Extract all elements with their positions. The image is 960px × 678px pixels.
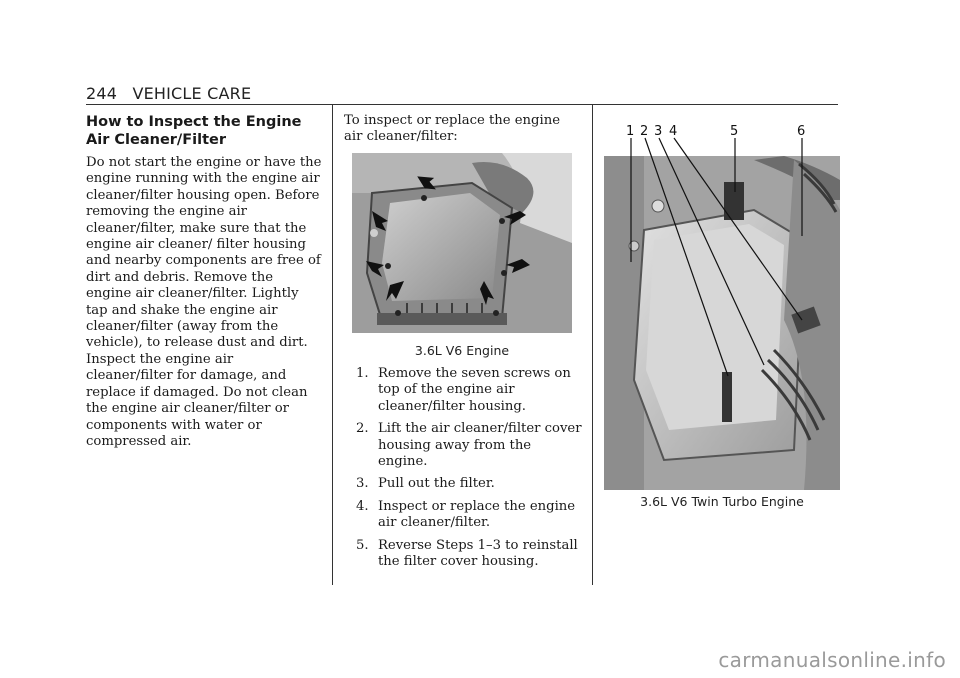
v6-engine-figure	[352, 153, 572, 333]
step-item: 3. Pull out the filter.	[356, 476, 495, 492]
steps-list	[356, 366, 582, 570]
step-item: 1. Remove the seven screws on top of the engine air cleaner/filter housing.	[356, 366, 571, 414]
header-rule	[86, 104, 838, 105]
step-item: 2. Lift the air cleaner/filter cover housing away from the engine.	[356, 421, 582, 470]
callout-6: 6	[797, 124, 806, 139]
callout-2: 2	[640, 124, 649, 139]
procedure-steps	[356, 366, 582, 576]
callout-5: 5	[730, 124, 739, 139]
callout-1: 1	[626, 124, 635, 139]
page-number: 244	[86, 84, 118, 103]
callout-numbers	[626, 124, 805, 139]
twin-turbo-figure-caption: 3.6L V6 Twin Turbo Engine	[640, 494, 804, 509]
step-item: 4. Inspect or replace the engine air cleaner/filter.	[356, 498, 576, 531]
twin-turbo-illustration	[604, 120, 840, 490]
middle-column	[344, 113, 580, 146]
v6-engine-illustration	[352, 153, 572, 333]
instructions-paragraph: Do not start the engine or have the engine running with the engine air cleaner/filter housing open. Before removing the engine air cleaner/filter, make sure that the engine air cleaner/ filter housing and nearby components are free of dirt and debris. Remove the engine air cleaner/filter. Lightly tap and shake the engine air cleaner/filter (away from the vehicle), to release dust and dirt. Inspect the engine air cleaner/filter for damage, and replace if damaged. Do not clean the engine air cleaner/filter or components with water or compressed air.	[86, 155, 322, 449]
twin-turbo-engine-figure	[604, 120, 840, 490]
section-title: VEHICLE CARE	[132, 84, 252, 103]
callout-4: 4	[669, 124, 678, 139]
section-heading: How to Inspect the Engine Air Cleaner/Filter	[86, 114, 302, 148]
column-divider-right	[592, 105, 593, 585]
step-item: 5. Reverse Steps 1–3 to reinstall the filter cover housing.	[356, 537, 578, 570]
site-watermark: carmanualsonline.info	[718, 648, 946, 672]
left-column	[86, 113, 322, 450]
procedure-intro: To inspect or replace the engine air cleaner/filter:	[344, 113, 560, 145]
running-header	[86, 84, 251, 103]
v6-figure-caption: 3.6L V6 Engine	[414, 343, 510, 358]
column-divider-left	[332, 105, 333, 585]
callout-3: 3	[654, 124, 663, 139]
